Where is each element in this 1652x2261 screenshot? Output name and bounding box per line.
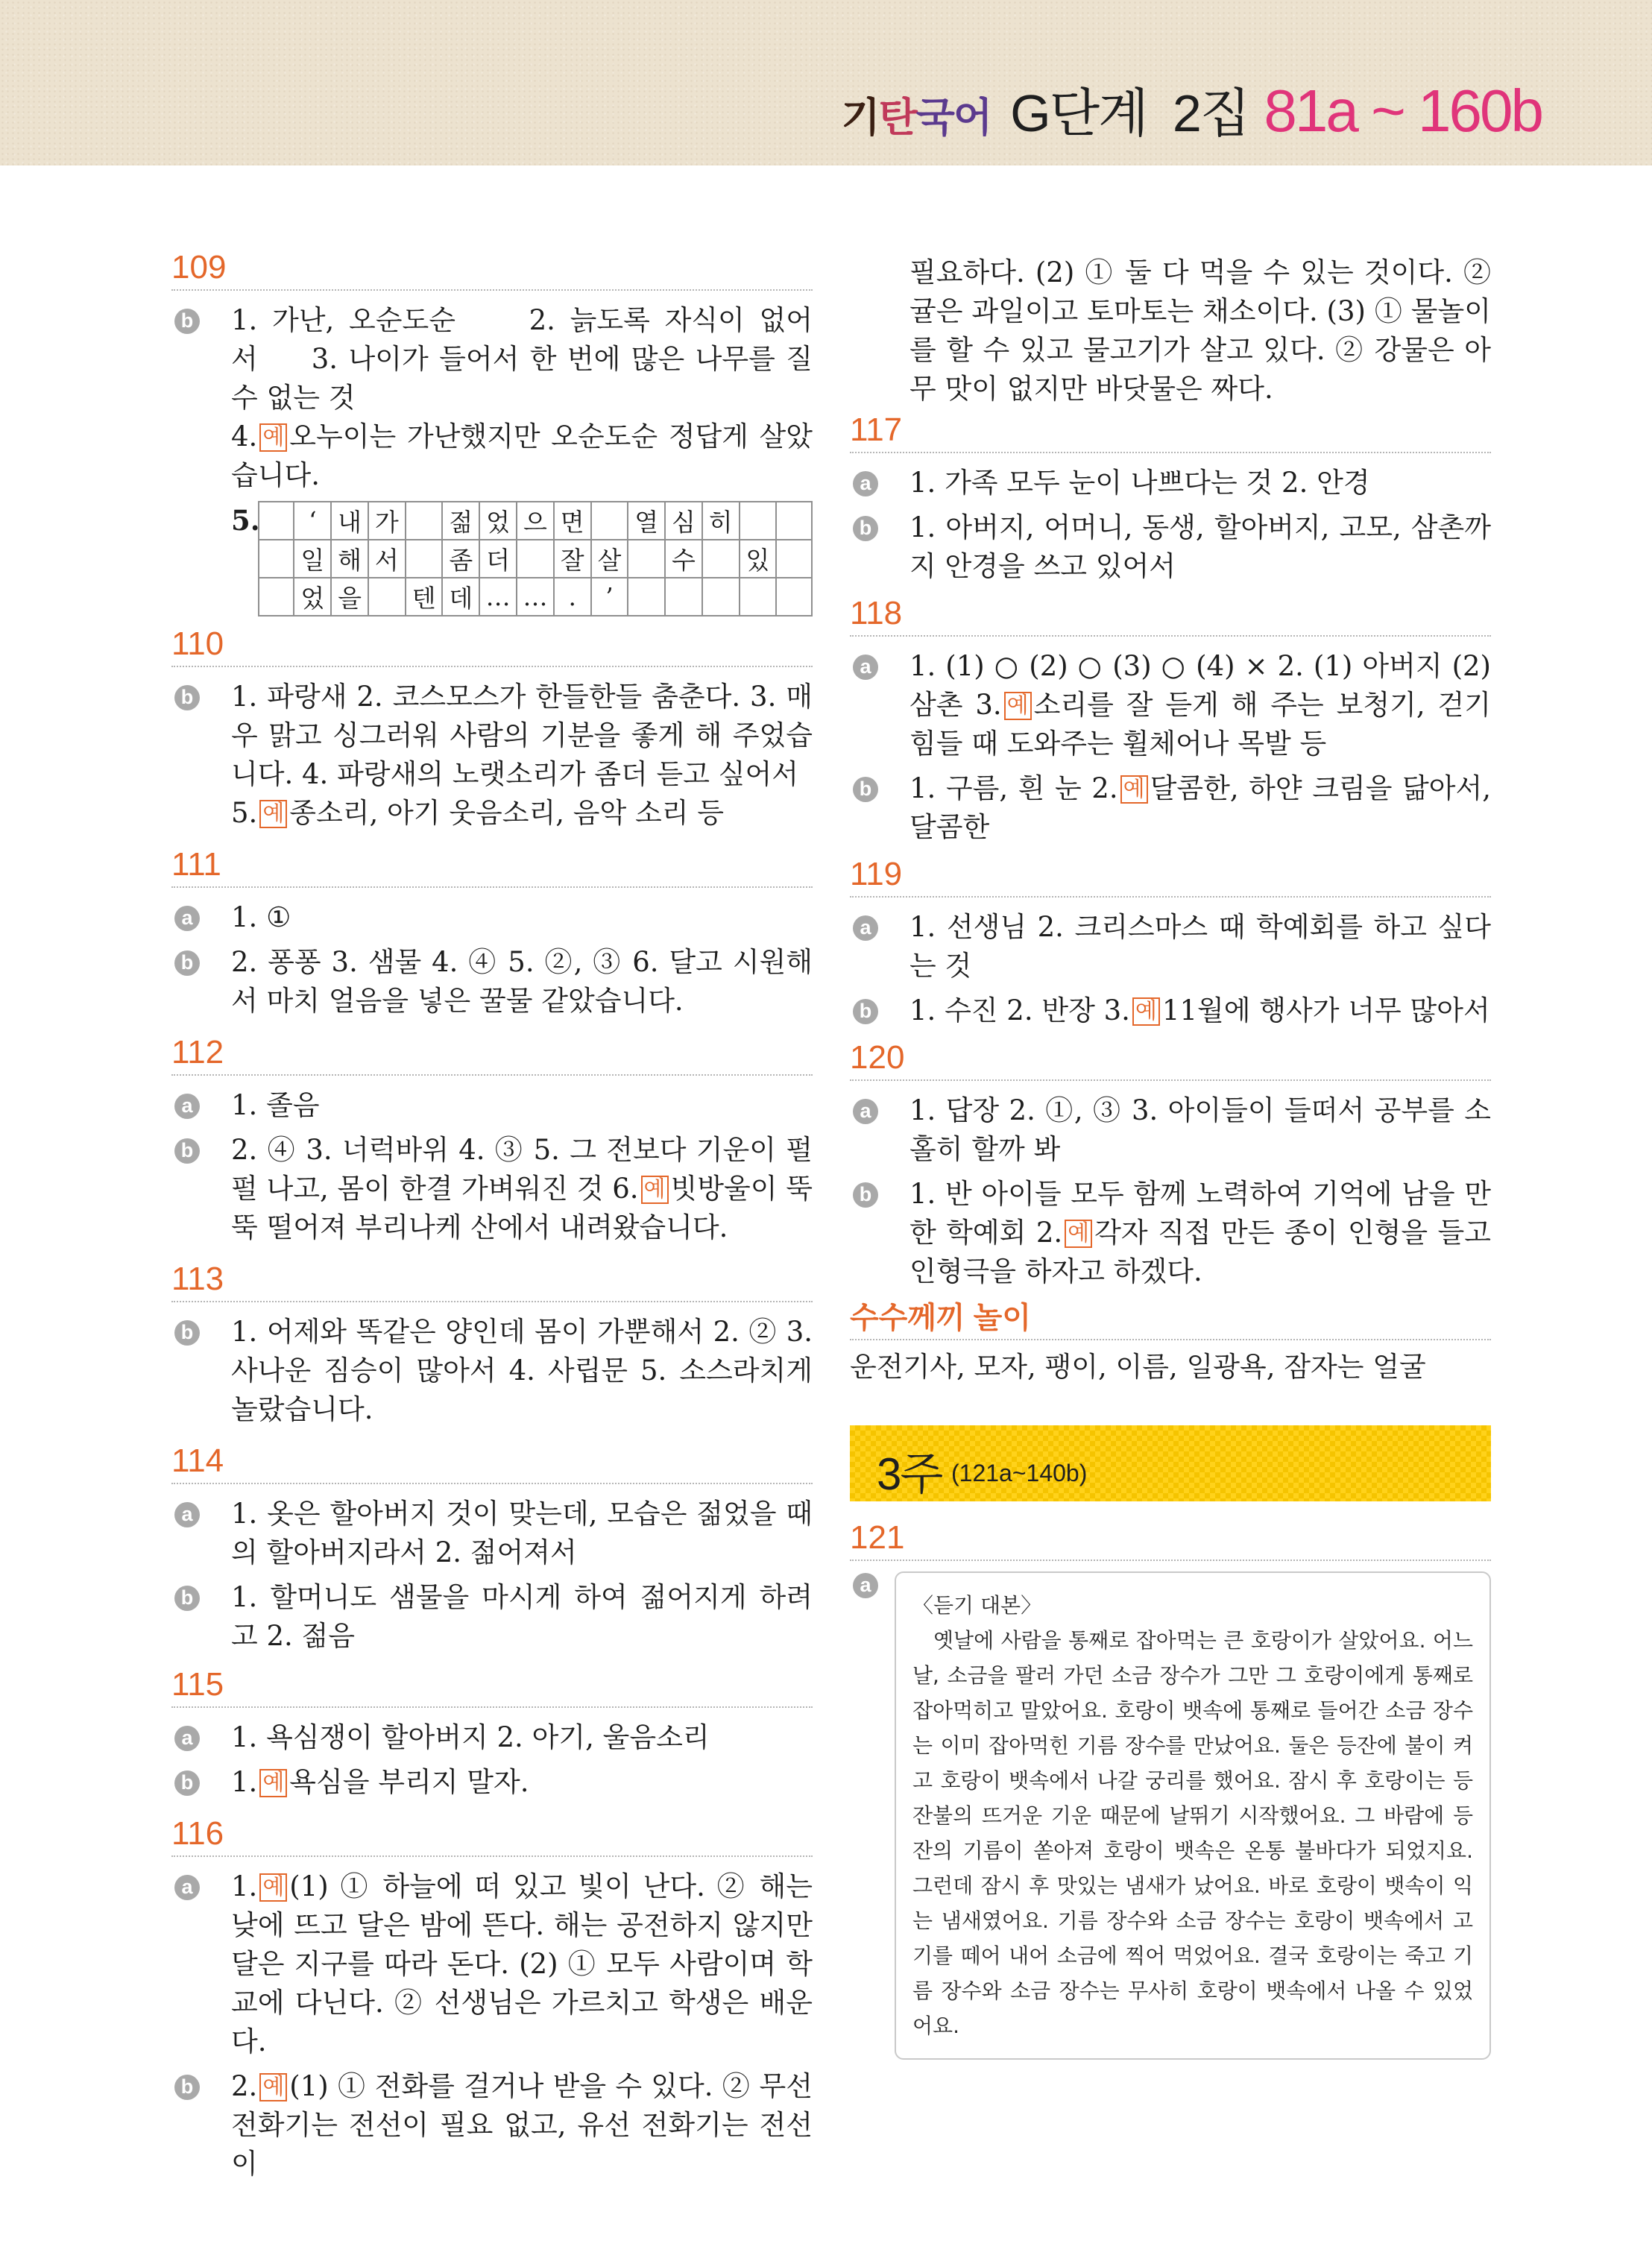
section-119 <box>850 853 1491 1030</box>
volume-label: 2집 <box>1172 84 1249 142</box>
grid-cell <box>740 578 777 616</box>
grid-cell: 텐 <box>406 578 443 616</box>
b-marker-icon: b <box>853 777 878 802</box>
example-tag: 예 <box>1065 1220 1092 1248</box>
section-number: 113 <box>171 1258 813 1302</box>
grid-cell <box>406 502 443 540</box>
section-120 <box>850 1036 1491 1291</box>
writing-grid: 5. ‘ 내 가 젊 었 으 면 열 심 히 일 해 서 좀 더 잘 살 수 있 었 을 텐 데 … … . ’ <box>171 501 813 617</box>
grid-cell <box>259 578 294 616</box>
section-115 <box>171 1663 813 1802</box>
grid-cell: 좀 <box>442 540 479 578</box>
grid-cell <box>517 540 554 578</box>
riddle-section <box>850 1297 1491 1387</box>
grid-cell: 살 <box>591 540 628 578</box>
section-114 <box>171 1439 813 1656</box>
grid-cell <box>776 502 812 540</box>
section-112 <box>171 1031 813 1247</box>
answer-b: b 1. 파랑새 2. 코스모스가 한들한들 춤춘다. 3. 매우 맑고 싱그러워 사람의 기분을 좋게 해 주었습니다. 4. 파랑새의 노랫소리가 좀더 듣고 싶어서 5. 예 종소리, 아기 웃음소리, 음악 소리 등 <box>171 678 813 833</box>
grid-cell <box>591 502 628 540</box>
b-marker-icon: b <box>853 516 878 541</box>
grid-cell: 으 <box>517 502 554 540</box>
answer-b: b 1. 구름, 흰 눈 2. 예 달콤한, 하얀 크림을 닮아서, 달콤한 <box>850 769 1491 847</box>
section-111 <box>171 843 813 1021</box>
example-tag: 예 <box>641 1176 669 1204</box>
section-number: 115 <box>171 1663 813 1708</box>
answer-a: a 1. (1) ○ (2) ○ (3) ○ (4) × 2. (1) 아버지 (2) 삼촌 3. 예 소리를 잘 듣게 해 주는 보청기, 걷기 힘들 때 도와주는 휠체어나 목발 등 <box>850 647 1491 763</box>
section-number: 118 <box>850 592 1491 637</box>
answer-b: b 2. ④ 3. 너럭바위 4. ③ 5. 그 전보다 기운이 펄펄 나고, 몸이 한결 가벼워진 것 6. 예 빗방울이 뚝뚝 떨어져 부리나케 산에서 내려왔습니다. <box>171 1131 813 1247</box>
answer-b: b 1. 예 욕심을 부리지 말자. <box>171 1763 813 1802</box>
example-tag: 예 <box>259 800 287 828</box>
grid-cell <box>702 578 740 616</box>
answer-b: b 2. 퐁퐁 3. 샘물 4. ④ 5. ②, ③ 6. 달고 시원해서 마치 얼음을 넣은 꿀물 같았습니다. <box>171 943 813 1021</box>
grid-cell <box>368 578 406 616</box>
section-number: 120 <box>850 1036 1491 1081</box>
grid-cell: 잘 <box>554 540 591 578</box>
grid-cell: 데 <box>442 578 479 616</box>
answer-a: a 1. 가족 모두 눈이 나쁘다는 것 2. 안경 <box>850 464 1491 502</box>
b-marker-icon: b <box>174 950 200 976</box>
b-marker-icon: b <box>174 685 200 710</box>
a-marker-icon: a <box>174 1094 200 1119</box>
brand-logo: 기탄국어 <box>841 95 991 140</box>
grid-cell: 수 <box>665 540 702 578</box>
grid-cell: … <box>479 578 517 616</box>
answer-a: a 1. 졸음 <box>171 1086 813 1125</box>
right-column <box>850 253 1491 2093</box>
script-title: 〈듣기 대본〉 <box>912 1593 1042 1618</box>
grid-cell: 면 <box>554 502 591 540</box>
section-116 <box>171 1812 813 2183</box>
grid-cell: 해 <box>331 540 368 578</box>
answer-b: b 1. 할머니도 샘물을 마시게 하여 젊어지게 하려고 2. 젊음 <box>171 1578 813 1656</box>
grid-cell: 일 <box>294 540 331 578</box>
b-marker-icon: b <box>174 309 200 334</box>
example-tag: 예 <box>259 423 287 452</box>
section-number: 121 <box>850 1516 1491 1561</box>
answer-a: a 1. 선생님 2. 크리스마스 때 학예회를 하고 싶다는 것 <box>850 908 1491 986</box>
answer-a: a 1. 예 (1) ① 하늘에 떠 있고 빛이 난다. ② 해는 낮에 뜨고 달은 밤에 뜬다. 해는 공전하지 않지만 달은 지구를 따라 돈다. (2) ① 모두 사람이며 학교에 다닌다. ② 선생님은 가르치고 학생은 배운다. <box>171 1867 813 2061</box>
a-marker-icon: a <box>853 655 878 680</box>
grid-cell <box>259 502 294 540</box>
answer-a: a 1. ① <box>171 898 813 937</box>
grid-cell: 었 <box>294 578 331 616</box>
week-banner <box>850 1425 1491 1501</box>
section-number: 111 <box>171 843 813 888</box>
example-tag: 예 <box>1120 775 1148 804</box>
section-number: 109 <box>171 246 813 291</box>
grid-cell: 더 <box>479 540 517 578</box>
answer-a: a 1. 욕심쟁이 할아버지 2. 아기, 울음소리 <box>171 1718 813 1757</box>
grid-cell: 을 <box>331 578 368 616</box>
section-117 <box>850 409 1491 586</box>
book-title <box>841 72 1542 144</box>
grid-cell: . <box>554 578 591 616</box>
grid-cell <box>665 578 702 616</box>
answer-b: b 1. 가난, 오순도순 2. 늙도록 자식이 없어서 3. 나이가 들어서 한 번에 많은 나무를 질 수 없는 것 4. 예 오누이는 가난했지만 오순도순 정답게 살았습니다. <box>171 301 813 495</box>
a-marker-icon: a <box>174 1502 200 1527</box>
section-109 <box>171 246 813 617</box>
grid-cell: ‘ <box>294 502 331 540</box>
example-tag: 예 <box>259 1769 287 1797</box>
grid-cell: 서 <box>368 540 406 578</box>
a-marker-icon: a <box>853 471 878 496</box>
answer-b: b 1. 어제와 똑같은 양인데 몸이 가뿐해서 2. ② 3. 사나운 짐승이 많아서 4. 사립문 5. 소스라치게 놀랐습니다. <box>171 1313 813 1429</box>
b-marker-icon: b <box>174 1586 200 1611</box>
section-110 <box>171 622 813 833</box>
a-marker-icon: a <box>853 915 878 941</box>
a-marker-icon: a <box>853 1099 878 1124</box>
section-number: 114 <box>171 1439 813 1484</box>
a-marker-icon: a <box>174 1726 200 1751</box>
grid-row <box>259 502 812 540</box>
riddle-title: 수수께끼 놀이 <box>850 1297 1491 1340</box>
section-121 <box>850 1516 1491 2093</box>
grid-cell: 히 <box>702 502 740 540</box>
listening-script-box <box>895 1571 1491 2060</box>
page-header <box>0 0 1652 165</box>
section-number: 110 <box>171 622 813 667</box>
a-marker-icon: a <box>174 1875 200 1900</box>
answer-116-continued: 필요하다. (2) ① 둘 다 먹을 수 있는 것이다. ② 귤은 과일이고 토마토는 채소이다. (3) ① 물놀이를 할 수 있고 물고기가 살고 있다. ② 강물은 아무 맛이 없지만 바닷물은 짜다. <box>909 256 1491 405</box>
manuscript-grid <box>258 501 813 617</box>
week-range: (121a~140b) <box>951 1460 1088 1486</box>
b-marker-icon: b <box>174 1320 200 1346</box>
grid-cell: 젊 <box>442 502 479 540</box>
b-marker-icon: b <box>174 1138 200 1164</box>
answer-b: b 1. 수진 2. 반장 3. 예 11월에 행사가 너무 많아서 <box>850 991 1491 1030</box>
level-label: G단계 <box>1010 84 1147 142</box>
b-marker-icon: b <box>174 1770 200 1796</box>
answer-b: b 2. 예 (1) ① 전화를 걸거나 받을 수 있다. ② 무선 전화기는 전선이 필요 없고, 유선 전화기는 전선이 <box>171 2067 813 2183</box>
riddle-answers: 운전기사, 모자, 팽이, 이름, 일광욕, 잠자는 얼굴 <box>850 1351 1426 1383</box>
grid-cell: … <box>517 578 554 616</box>
a-marker-icon: a <box>853 1573 878 1598</box>
grid-cell: 내 <box>331 502 368 540</box>
script-body: 옛날에 사람을 통째로 잡아먹는 큰 호랑이가 살았어요. 어느 날, 소금을 팔러 가던 소금 장수가 그만 그 호랑이에게 통째로 잡아먹히고 말았어요. 호랑이 뱃속에 통째로 들어간 소금 장수는 이미 잡아먹힌 기름 장수를 만났어요. 둘은 등잔에 불이 켜고 호랑이 뱃속에서 나갈 궁리를 했어요. 잠시 후 호랑이는 등잔불의 뜨거운 기운 때문에 날뛰기 시작했어요. 그 바람에 등잔의 기름이 쏟아져 호랑이 뱃속은 온통 불바다가 되었지요. 그런데 잠시 후 맛있는 냄새가 났어요. 바로 호랑이 뱃속이 익는 냄새였어요. 기름 장수와 소금 장수는 호랑이 뱃속에서 고기를 떼어 내어 소금에 찍어 먹었어요. 결국 호랑이는 죽고 기름 장수와 소금 장수는 무사히 호랑이 뱃속에서 나올 수 있었어요. <box>912 1628 1473 2038</box>
grid-cell <box>628 540 665 578</box>
grid-cell <box>776 578 812 616</box>
example-tag: 예 <box>1004 692 1032 720</box>
grid-cell: 심 <box>665 502 702 540</box>
grid-cell: 가 <box>368 502 406 540</box>
grid-cell: 었 <box>479 502 517 540</box>
b-marker-icon: b <box>853 999 878 1024</box>
week-label: 3주 <box>877 1449 942 1499</box>
section-number: 119 <box>850 853 1491 898</box>
grid-cell: 열 <box>628 502 665 540</box>
answer-b: b 1. 반 아이들 모두 함께 노력하여 기억에 남을 만한 학예회 2. 예 각자 직접 만든 종이 인형을 들고 인형극을 하자고 하겠다. <box>850 1175 1491 1291</box>
b-marker-icon: b <box>853 1182 878 1208</box>
answer-a: a 1. 옷은 할아버지 것이 맞는데, 모습은 젊었을 때의 할아버지라서 2. 젊어져서 <box>171 1495 813 1572</box>
grid-cell <box>628 578 665 616</box>
answer-a: a 1. 답장 2. ①, ③ 3. 아이들이 들떠서 공부를 소홀히 할까 봐 <box>850 1091 1491 1169</box>
grid-cell <box>702 540 740 578</box>
section-113 <box>171 1258 813 1429</box>
example-tag: 예 <box>259 2073 287 2101</box>
example-tag: 예 <box>1132 997 1160 1026</box>
grid-cell: 있 <box>740 540 777 578</box>
grid-cell <box>776 540 812 578</box>
grid-cell <box>259 540 294 578</box>
range-label: 81a ~ 160b <box>1264 78 1542 144</box>
grid-cell <box>406 540 443 578</box>
b-marker-icon: b <box>174 2075 200 2100</box>
grid-cell: ’ <box>591 578 628 616</box>
section-118 <box>850 592 1491 847</box>
a-marker-icon: a <box>174 906 200 931</box>
answer-b: b 1. 아버지, 어머니, 동생, 할아버지, 고모, 삼촌까지 안경을 쓰고 있어서 <box>850 508 1491 586</box>
grid-row <box>259 578 812 616</box>
section-number: 112 <box>171 1031 813 1076</box>
grid-row <box>259 540 812 578</box>
section-number: 116 <box>171 1812 813 1857</box>
section-number: 117 <box>850 409 1491 453</box>
grid-cell <box>740 502 777 540</box>
left-column <box>171 246 813 2189</box>
example-tag: 예 <box>259 1873 287 1902</box>
